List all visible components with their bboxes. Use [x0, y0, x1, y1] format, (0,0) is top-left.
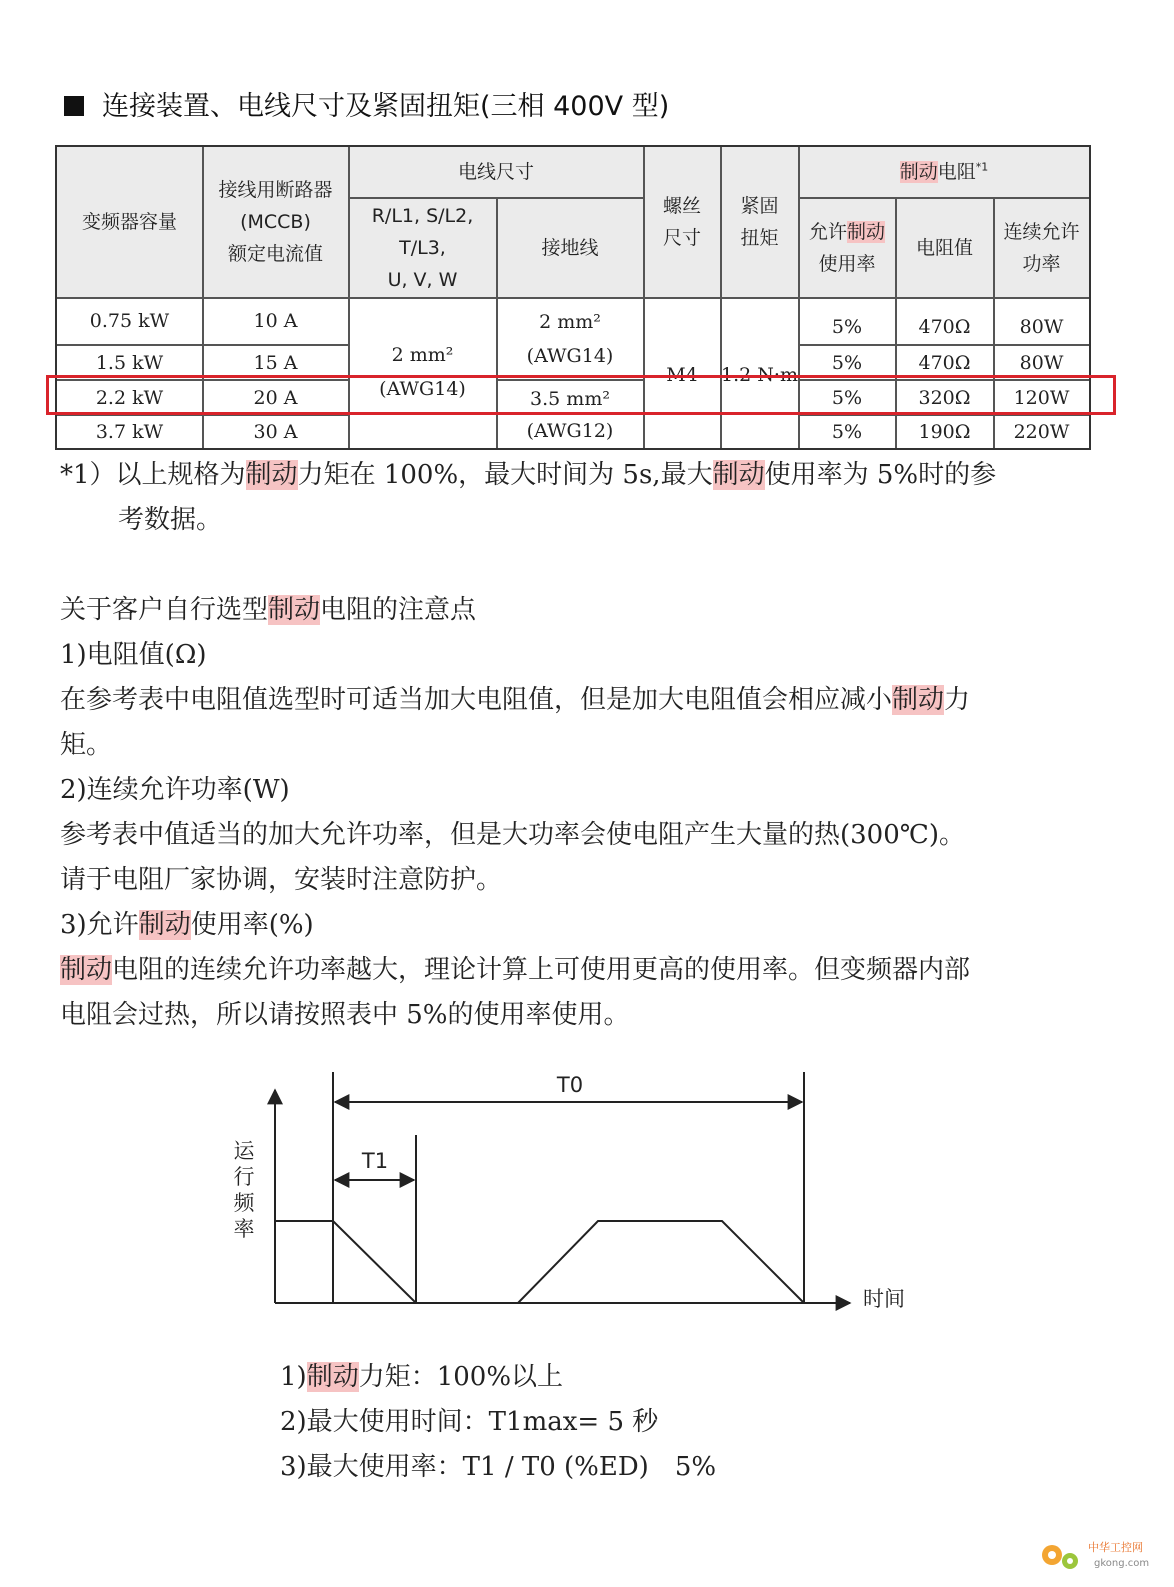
note-3-body: 制动电阻的连续允许功率越大，理论计算上可使用更高的使用率。但变频器内部 [60, 955, 971, 985]
footnote-line-2: 考数据。 [118, 505, 223, 535]
header-power: 连续允许 功率 [1003, 220, 1080, 275]
note-2-body: 参考表中值适当的加大允许功率，但是大功率会使电阻产生大量的热(300℃)。 [60, 820, 965, 850]
y-axis-label-char: 运 [233, 1139, 255, 1163]
header-breaker: 接线用断路器 (MCCB) 额定电流值 [218, 179, 333, 265]
y-axis-label-char: 频 [233, 1191, 255, 1215]
note-1-body: 在参考表中电阻值选型时可适当加大电阻值，但是加大电阻值会相应减小制动力 [60, 685, 971, 715]
table-cell: 30 A [253, 421, 298, 443]
y-axis-label-char: 行 [233, 1165, 255, 1189]
table-cell: 10 A [253, 310, 298, 332]
header-main-wire: R/L1, S/L2, T/L3, U, V, W [371, 204, 474, 291]
table-cell: 120W [1013, 386, 1070, 409]
header-capacity: 变频器容量 [81, 211, 177, 233]
header-allow-duty: 允许制动 使用率 [808, 220, 886, 275]
t1-label: T1 [361, 1149, 389, 1173]
table-cell: 320Ω [918, 386, 971, 409]
table-cell: 2.2 kW [95, 386, 164, 409]
torque-value: 1.2 N·m [721, 364, 798, 386]
table-cell: 1.5 kW [95, 351, 164, 374]
note-3-body-cont: 电阻会过热，所以请按照表中 5%的使用率使用。 [60, 1000, 630, 1030]
table-cell: 5% [831, 421, 863, 443]
gkong-watermark-logo [1036, 1529, 1164, 1575]
table-cell: 20 A [253, 386, 298, 409]
note-2-body-cont: 请于电阻厂家协调，安装时注意防护。 [60, 865, 503, 895]
table-cell: 470Ω [918, 316, 971, 338]
legend-item-1: 1)制动力矩：100%以上 [280, 1362, 564, 1392]
highlight-row-box [46, 375, 1116, 415]
legend-item-3: 3)最大使用率：T1 / T0 (%ED) 5% [280, 1452, 717, 1482]
header-resistance: 电阻值 [915, 236, 973, 259]
table-cell: 5% [831, 351, 863, 374]
header-ground-wire: 接地线 [541, 236, 599, 259]
ground-wire-large: 3.5 mm² (AWG12) [526, 387, 614, 442]
note-1-title: 1)电阻值(Ω) [60, 640, 207, 670]
table-cell: 80W [1019, 351, 1064, 374]
ground-wire-small: 2 mm² (AWG14) [526, 310, 614, 367]
legend-item-2: 2)最大使用时间：T1max= 5 秒 [280, 1407, 659, 1437]
header-torque: 紧固 扭矩 [740, 195, 779, 249]
screw-size-value: M4 [666, 364, 698, 386]
header-brake-resistor: 制动电阻$^{*1}$ [899, 160, 989, 183]
svg-text:中华工控网: 中华工控网 [1088, 1541, 1143, 1554]
footnote-line-1: *1）以上规格为制动力矩在 100%，最大时间为 5s,最大制动使用率为 5%时的参 [60, 460, 997, 490]
y-axis-label-char: 率 [233, 1217, 255, 1241]
heading-text: 连接装置、电线尺寸及紧固扭矩(三相 400V 型) [102, 91, 670, 122]
header-screw: 螺丝 尺寸 [662, 195, 701, 249]
svg-text:gkong.com: gkong.com [1094, 1558, 1150, 1569]
note-3-title: 3)允许制动使用率(%) [60, 910, 314, 940]
main-wire-value: 2 mm² (AWG14) [379, 344, 466, 400]
table-cell: 80W [1019, 316, 1064, 338]
table-cell: 0.75 kW [89, 310, 170, 332]
notes-title: 关于客户自行选型制动电阻的注意点 [60, 595, 477, 625]
table-cell: 5% [831, 386, 863, 409]
frequency-waveform [275, 1221, 804, 1303]
note-2-title: 2)连续允许功率(W) [60, 775, 290, 805]
page-heading [64, 84, 669, 123]
t0-label: T0 [556, 1073, 584, 1097]
square-bullet-icon [64, 96, 84, 116]
braking-legend [280, 1355, 716, 1490]
table-cell: 220W [1013, 421, 1070, 443]
braking-timing-diagram [220, 1060, 940, 1330]
table-cell: 3.7 kW [95, 421, 164, 443]
table-cell: 5% [831, 316, 863, 338]
header-wire-size: 电线尺寸 [457, 161, 534, 183]
table-cell: 470Ω [918, 351, 971, 374]
table-cell: 190Ω [918, 421, 971, 443]
note-1-body-cont: 矩。 [60, 730, 113, 760]
x-axis-label: 时间 [863, 1287, 905, 1311]
table-cell: 15 A [253, 351, 298, 374]
